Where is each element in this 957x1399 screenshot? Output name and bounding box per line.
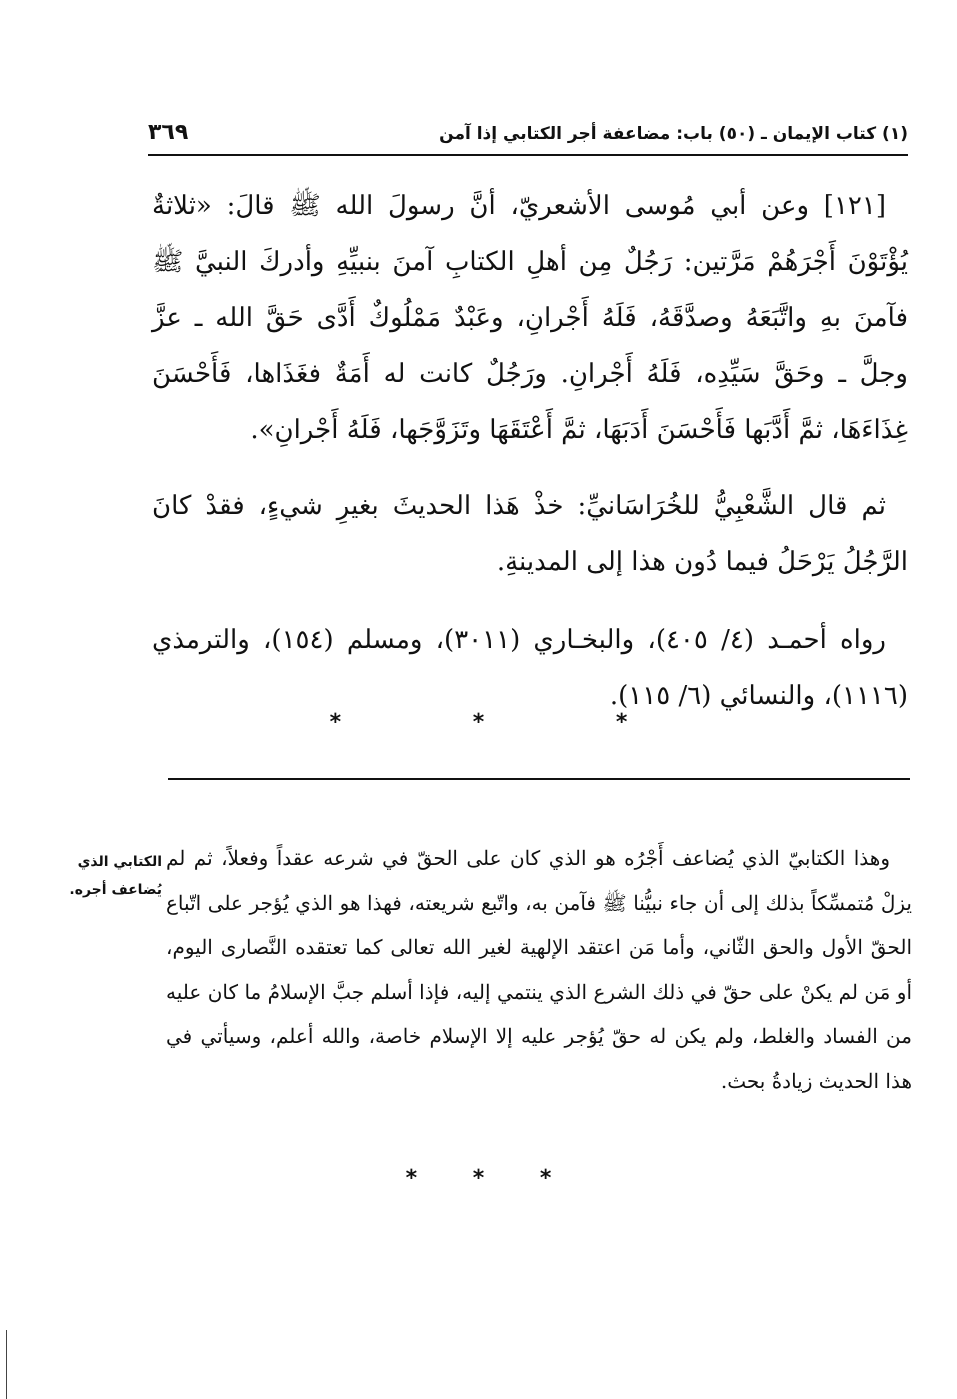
footnote-divider [168, 778, 910, 780]
footnote-paragraph: وهذا الكتابيّ الذي يُضاعف أَجْرُه هو الذي كان على الحقّ في شرعه عقداً وفعلاً، ثم لم يزلْ مُتمسِّكاً بذلك إلى أن جاء نبيُّنا ﷺ فآمن به، واتّبع شريعته، فهذا هو الذي يُؤجر على اتّباع الحقّ الأول والحق الثّاني، وأما مَن اعتقد الإلهية لغير الله تعالى كما تعتقده النَّصارى اليوم، أو مَن لم يكنْ على حقّ في ذلك الشرع الذي ينتمي إليه، فإذا أسلم جبَّ الإسلامُ ما كان عليه من الفساد والغلط، ولم يكن له حقّ يُؤجر عليه إلا الإسلام خاصة، والله أعلم، وسيأتي في هذا الحديث زيادةُ بحث. [166, 846, 912, 1093]
footnote [166, 836, 912, 1103]
commentary-paragraph: ثم قال الشَّعْبِيُّ للخُرَاسَانيِّ: خذْ هَذا الحديثَ بغيرِ شيءٍ، فقدْ كانَ الرَّجُلُ يَرْحَلُ فيما دُون هذا إلى المدينةِ. [152, 491, 908, 577]
section-separator: * * * [329, 710, 690, 735]
hadith-paragraph: [١٢١] وعن أبي مُوسى الأشعريّ، أنَّ رسولَ الله ﷺ قالَ: «ثلاثةٌ يُؤْتَوْنَ أَجْرَهُمْ مَرَّتين: رَجُلٌ مِن أهلِ الكتابِ آمنَ بنبيِّهِ وأدركَ النبيَّ ﷺ فآمنَ بهِ واتَّبَعَهُ وصدَّقَهُ، فَلَهُ أَجْرانِ، وعَبْدٌ مَمْلُوكٌ أَدَّى حَقَّ الله ـ عزَّ وجلَّ ـ وحَقَّ سَيِّدِه، فَلَهُ أَجْرانِ. ورَجُلٌ كانت له أَمَةٌ فغَذَاها، فَأَحْسَنَ غِذَاءَهَا، ثمَّ أَدَّبَها فَأَحْسَنَ أَدَبَهَا، ثمَّ أَعْتَقَهَا وتَزَوَّجَها، فَلَهُ أَجْرانِ». [152, 191, 908, 445]
margin-note: الكتابي الذي يُضاعف أجره. [69, 854, 162, 898]
page-edge-line [6, 1330, 7, 1399]
page-header [148, 118, 908, 156]
page-number: ٣٦٩ [148, 120, 189, 145]
running-title: (١) كتاب الإيمان ـ (٥٠) باب: مضاعفة أجر الكتابي إذا آمن [439, 124, 908, 144]
source-citation: رواه أحمـد (٤/ ٤٠٥)، والبخـاري (٣٠١١)، ومسلم (١٥٤)، والترمذي (١١١٦)، والنسائي (٦/ ١١٥). [152, 625, 908, 711]
main-text [152, 178, 908, 724]
end-separator: * * * [405, 1166, 576, 1191]
